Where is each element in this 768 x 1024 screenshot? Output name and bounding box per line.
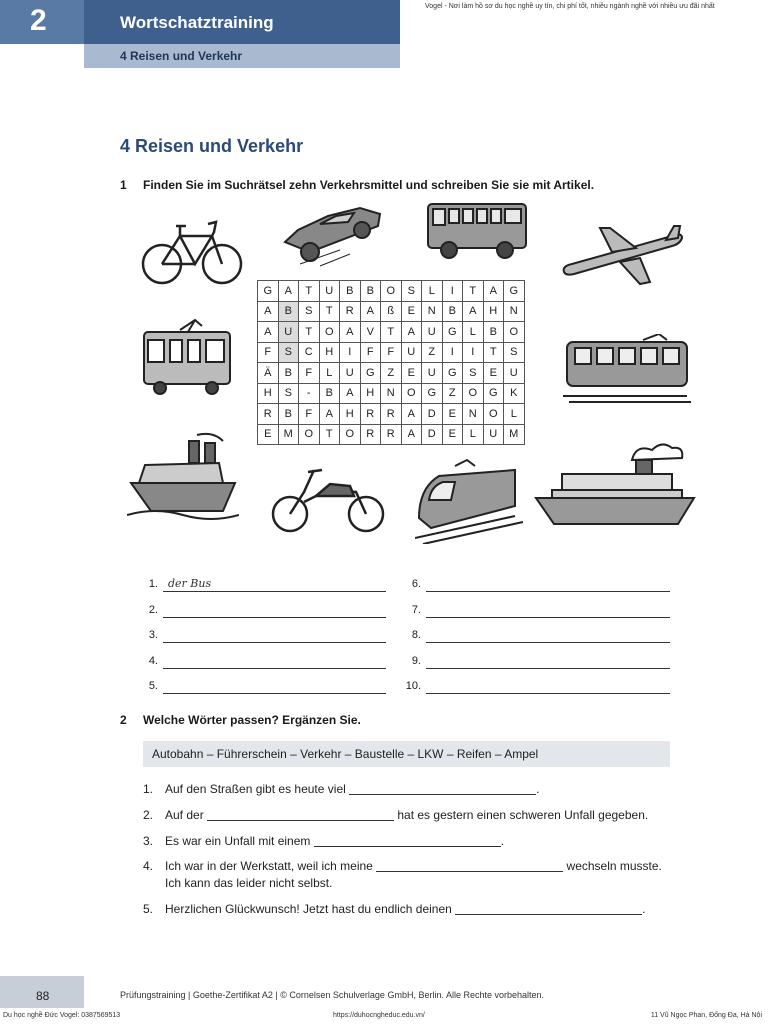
grid-cell[interactable]: B [278, 363, 299, 384]
answer-row [399, 655, 673, 671]
sentence-text: Herzlichen Glückwunsch! Jetzt hast du endlich deinen [165, 902, 456, 916]
grid-cell[interactable]: T [299, 281, 320, 302]
sentence-4 [143, 859, 662, 873]
sentence-3 [143, 834, 504, 848]
answer-line[interactable] [426, 617, 670, 618]
grid-cell[interactable]: Z [381, 363, 402, 384]
answer-line[interactable] [426, 591, 670, 592]
grid-cell[interactable]: I [340, 342, 361, 363]
grid-cell[interactable]: U [504, 363, 525, 384]
sentence-number: 5. [143, 902, 154, 916]
grid-cell[interactable]: U [422, 322, 443, 343]
grid-cell[interactable]: T [381, 322, 402, 343]
grid-row [258, 322, 525, 343]
grid-cell[interactable]: F [360, 342, 381, 363]
grid-cell[interactable]: C [299, 342, 320, 363]
grid-cell[interactable]: A [360, 301, 381, 322]
tram-icon [140, 318, 235, 396]
grid-cell[interactable]: M [504, 424, 525, 445]
grid-cell[interactable]: H [319, 342, 340, 363]
answer-number: 9. [411, 654, 421, 667]
answer-row [136, 604, 389, 620]
grid-cell[interactable]: B [483, 322, 504, 343]
grid-cell[interactable]: S [278, 342, 299, 363]
grid-cell[interactable]: H [483, 301, 504, 322]
high-speed-train-icon [415, 458, 523, 544]
sentence-number: 4. [143, 859, 154, 873]
ferry-icon [532, 440, 697, 530]
grid-cell[interactable]: G [504, 281, 525, 302]
grid-cell[interactable]: A [401, 424, 422, 445]
sports-car-icon [280, 200, 385, 268]
grid-cell[interactable]: A [278, 281, 299, 302]
website-link[interactable]: https://duhocngheduc.edu.vn/ [333, 1012, 425, 1019]
grid-cell[interactable]: A [340, 322, 361, 343]
grid-cell[interactable]: O [483, 404, 504, 425]
grid-cell[interactable]: G [483, 383, 504, 404]
sentence-text: Auf der [165, 808, 208, 822]
grid-cell[interactable]: T [483, 342, 504, 363]
chapter-number: 2 [0, 0, 84, 44]
grid-cell[interactable]: O [319, 322, 340, 343]
sentence-text: . [536, 782, 540, 796]
grid-cell[interactable]: A [258, 322, 279, 343]
answer-blank[interactable] [207, 809, 394, 821]
grid-cell[interactable]: H [258, 383, 279, 404]
sentence-text: hat es gestern einen schweren Unfall gegeben. [394, 808, 649, 822]
answer-line[interactable] [163, 668, 386, 669]
grid-cell[interactable]: S [463, 363, 484, 384]
grid-row [258, 404, 525, 425]
sentence-number: 3. [143, 834, 154, 848]
grid-cell[interactable]: G [422, 383, 443, 404]
answer-line[interactable] [426, 693, 670, 694]
answer-line[interactable] [426, 668, 670, 669]
sentence-text: Ich war in der Werkstatt, weil ich meine [165, 859, 377, 873]
answer-number: 5. [148, 680, 158, 692]
grid-cell[interactable]: B [360, 281, 381, 302]
grid-cell[interactable]: N [463, 404, 484, 425]
grid-cell[interactable]: L [319, 363, 340, 384]
grid-cell[interactable]: F [299, 363, 320, 384]
grid-row [258, 281, 525, 302]
grid-cell[interactable]: H [340, 404, 361, 425]
answer-row [136, 629, 389, 645]
page-number: 88 [0, 976, 84, 1008]
grid-cell[interactable]: A [401, 404, 422, 425]
grid-cell[interactable]: O [299, 424, 320, 445]
sentence-text: . [642, 902, 646, 916]
grid-cell[interactable]: G [360, 363, 381, 384]
word-box: Autobahn – Führerschein – Verkehr – Baustelle – LKW – Reifen – Ampel [143, 741, 670, 767]
header-subtitle: 4 Reisen und Verkehr [84, 44, 400, 68]
answer-number: 7. [411, 603, 421, 616]
grid-cell[interactable]: R [360, 404, 381, 425]
grid-cell[interactable]: F [381, 342, 402, 363]
grid-cell[interactable]: A [401, 322, 422, 343]
answer-line[interactable] [163, 693, 386, 694]
grid-cell[interactable]: U [319, 281, 340, 302]
answer-value: der Bus [168, 577, 212, 590]
grid-cell[interactable]: O [381, 281, 402, 302]
grid-cell[interactable]: ß [381, 301, 402, 322]
grid-cell[interactable]: A [258, 301, 279, 322]
grid-cell[interactable]: F [299, 404, 320, 425]
answer-number: 6. [411, 578, 421, 590]
answer-number: 2. [148, 603, 158, 616]
grid-cell[interactable]: R [360, 424, 381, 445]
grid-cell[interactable]: L [504, 404, 525, 425]
bottom-left-note: Du học nghề Đức Vogel: 0387569513 [3, 1012, 121, 1019]
grid-cell[interactable]: U [401, 342, 422, 363]
section-title: 4 Reisen und Verkehr [120, 136, 304, 156]
sentence-number: 2. [143, 808, 154, 822]
grid-cell[interactable]: G [442, 322, 463, 343]
sentence-5 [143, 902, 646, 916]
answer-number: 3. [148, 629, 158, 641]
answer-line[interactable] [163, 591, 386, 592]
sentence-text: Auf den Straßen gibt es heute viel [165, 782, 350, 796]
answer-number: 8. [411, 629, 421, 641]
header-title: Wortschatztraining [84, 0, 400, 44]
grid-cell[interactable]: E [401, 301, 422, 322]
sentence-text: Es war ein Unfall mit einem [165, 834, 314, 848]
sentence-number: 1. [143, 782, 154, 796]
answer-row [136, 578, 389, 594]
sentence-text: wechseln musste. [563, 859, 662, 873]
top-note: Vogel - Nơi làm hồ sơ du học nghề uy tín, chi phí tốt, nhiều ngành nghề với nhiều ưu đãi nhất [425, 3, 715, 10]
answer-blank[interactable] [349, 783, 536, 795]
grid-row [258, 383, 525, 404]
grid-cell[interactable]: T [319, 301, 340, 322]
grid-cell[interactable]: T [463, 281, 484, 302]
answer-blank[interactable] [455, 903, 642, 915]
grid-cell[interactable]: L [463, 322, 484, 343]
sentence-1 [143, 782, 539, 796]
grid-cell[interactable]: B [278, 301, 299, 322]
grid-cell[interactable]: M [278, 424, 299, 445]
exercise-1-number: 1 [120, 178, 127, 192]
answer-number: 1. [148, 578, 158, 590]
grid-cell[interactable]: H [360, 383, 381, 404]
grid-cell[interactable]: Z [442, 383, 463, 404]
answer-row [399, 604, 673, 620]
grid-cell[interactable]: E [442, 424, 463, 445]
sentence-text: . [500, 834, 505, 848]
word-search-grid [257, 280, 525, 445]
grid-cell[interactable]: U [340, 363, 361, 384]
grid-row [258, 424, 525, 445]
grid-cell[interactable]: B [278, 404, 299, 425]
grid-cell[interactable]: S [299, 301, 320, 322]
sentence-2 [143, 808, 648, 822]
bottom-right-note: 11 Vũ Ngọc Phan, Đống Đa, Hà Nội [650, 1012, 762, 1019]
grid-cell[interactable]: A [463, 301, 484, 322]
grid-cell[interactable]: F [258, 342, 279, 363]
grid-cell[interactable]: Ä [258, 363, 279, 384]
motorcycle-icon [268, 462, 388, 534]
grid-cell[interactable]: D [422, 424, 443, 445]
grid-cell[interactable]: A [340, 383, 361, 404]
grid-cell[interactable]: U [422, 363, 443, 384]
grid-cell[interactable]: E [401, 363, 422, 384]
grid-cell[interactable]: G [258, 281, 279, 302]
grid-cell[interactable]: T [319, 424, 340, 445]
exercise-1-instruction: Finden Sie im Suchrätsel zehn Verkehrsmittel und schreiben Sie sie mit Artikel. [143, 178, 595, 192]
grid-cell[interactable]: Z [422, 342, 443, 363]
answer-number: 4. [148, 654, 158, 667]
grid-cell[interactable]: A [319, 404, 340, 425]
grid-cell[interactable]: L [463, 424, 484, 445]
grid-cell[interactable]: B [319, 383, 340, 404]
answer-line[interactable] [163, 642, 386, 643]
grid-cell[interactable]: E [442, 404, 463, 425]
grid-cell[interactable]: G [442, 363, 463, 384]
exercise-2-number: 2 [120, 713, 127, 727]
answer-row [399, 680, 673, 696]
ship-icon [127, 431, 239, 521]
answer-blank[interactable] [376, 860, 563, 872]
grid-cell[interactable]: I [442, 281, 463, 302]
answer-row [136, 680, 389, 696]
bicycle-icon [140, 212, 245, 290]
grid-cell[interactable]: S [504, 342, 525, 363]
grid-cell[interactable]: O [463, 383, 484, 404]
answer-row [136, 655, 389, 671]
answer-line[interactable] [426, 642, 670, 643]
grid-cell[interactable]: U [483, 424, 504, 445]
sentence-4-line-2: Ich kann das leider nicht selbst. [165, 876, 333, 890]
grid-cell[interactable]: O [340, 424, 361, 445]
grid-cell[interactable]: U [278, 322, 299, 343]
train-icon [563, 334, 691, 406]
answer-row [399, 629, 673, 645]
grid-cell[interactable]: K [504, 383, 525, 404]
grid-cell[interactable]: V [360, 322, 381, 343]
grid-row [258, 301, 525, 322]
grid-cell[interactable]: N [422, 301, 443, 322]
bus-icon [425, 200, 530, 262]
grid-cell[interactable]: B [442, 301, 463, 322]
answer-row [399, 578, 673, 594]
grid-cell[interactable]: N [381, 383, 402, 404]
footer-text: Prüfungstraining | Goethe-Zertifikat A2 | © Cornelsen Schulverlage GmbH, Berlin. Alle Rechte vorbehalten. [120, 990, 545, 1000]
grid-cell[interactable]: B [340, 281, 361, 302]
grid-cell[interactable]: R [340, 301, 361, 322]
grid-row [258, 363, 525, 384]
grid-row [258, 342, 525, 363]
grid-cell[interactable]: D [422, 404, 443, 425]
grid-cell[interactable]: L [422, 281, 443, 302]
grid-cell[interactable]: N [504, 301, 525, 322]
grid-cell[interactable]: O [401, 383, 422, 404]
grid-cell[interactable]: I [442, 342, 463, 363]
exercise-2-instruction: Welche Wörter passen? Ergänzen Sie. [143, 713, 361, 727]
grid-cell[interactable]: E [483, 363, 504, 384]
answer-line[interactable] [163, 617, 386, 618]
grid-cell[interactable]: O [504, 322, 525, 343]
grid-cell[interactable]: R [381, 404, 402, 425]
grid-cell[interactable]: T [299, 322, 320, 343]
grid-cell[interactable]: E [258, 424, 279, 445]
grid-cell[interactable]: S [278, 383, 299, 404]
grid-cell[interactable]: - [299, 383, 320, 404]
answer-blank[interactable] [314, 835, 501, 847]
grid-cell[interactable]: S [401, 281, 422, 302]
grid-cell[interactable]: A [483, 281, 504, 302]
grid-cell[interactable]: I [463, 342, 484, 363]
airplane-icon [560, 222, 685, 287]
answer-number: 10. [405, 680, 421, 692]
grid-cell[interactable]: R [258, 404, 279, 425]
grid-cell[interactable]: R [381, 424, 402, 445]
